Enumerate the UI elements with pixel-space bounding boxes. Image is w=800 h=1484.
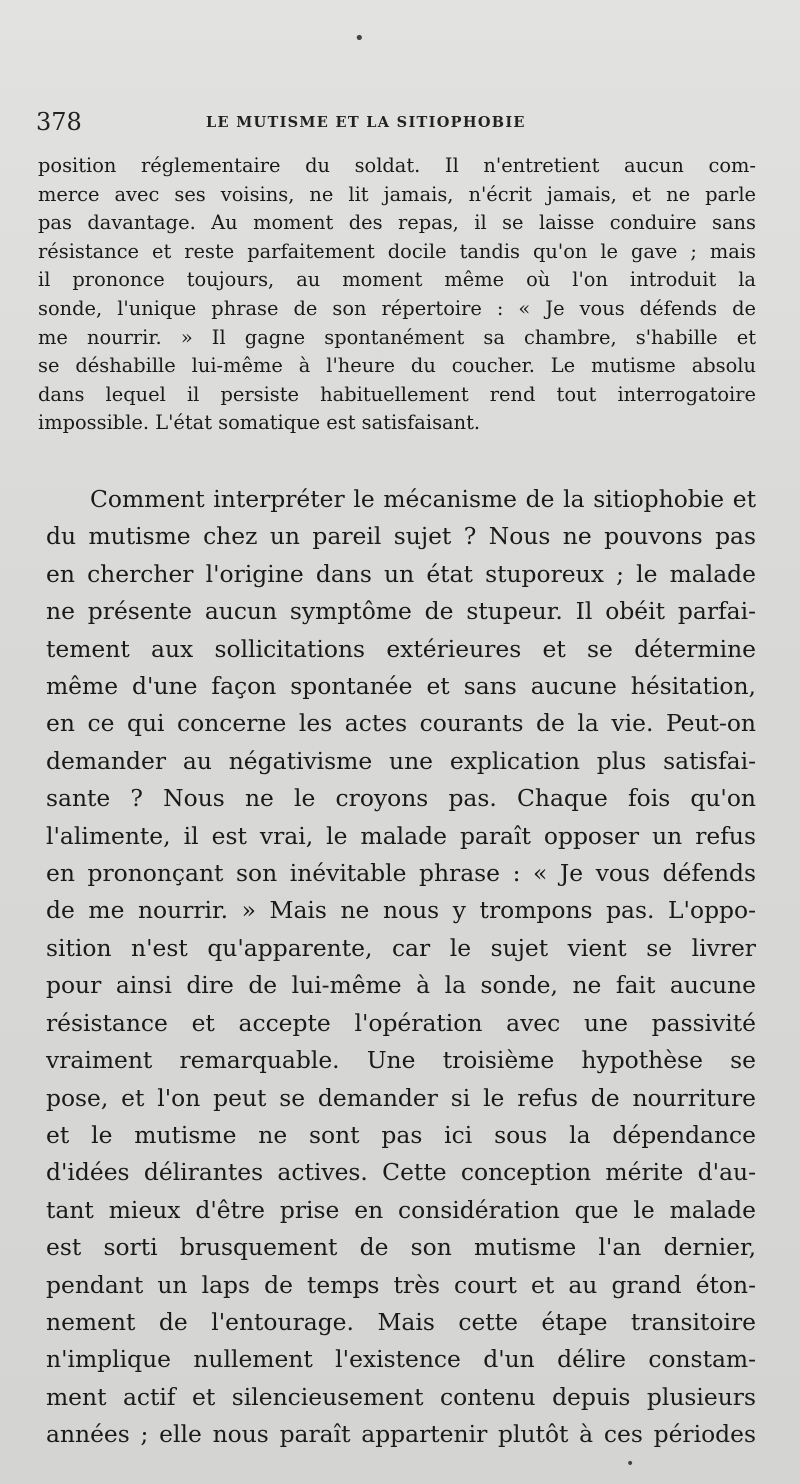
text-line: impossible. L'état somatique est satisfaisant.: [38, 411, 481, 435]
top-ink-speck: •: [354, 28, 365, 49]
text-line: ne présente aucun symptôme de stupeur. Il obéit parfai-: [46, 597, 756, 626]
text-line: vraiment remarquable. Une troisième hypothèse se: [46, 1046, 756, 1075]
text-line: pour ainsi dire de lui-même à la sonde, ne fait aucune: [46, 971, 756, 1000]
text-line: me nourrir. » Il gagne spontanément sa chambre, s'habille et: [38, 325, 756, 349]
text-line: merce avec ses voisins, ne lit jamais, n'écrit jamais, et ne parle: [38, 182, 756, 206]
text-line: du mutisme chez un pareil sujet ? Nous ne pouvons pas: [46, 522, 756, 551]
text-line: tement aux sollicitations extérieures et se détermine: [46, 634, 756, 663]
text-line: d'idées délirantes actives. Cette conception mérite d'au-: [46, 1158, 756, 1187]
text-line: résistance et accepte l'opération avec une passivité: [46, 1008, 756, 1037]
case-report-paragraph: [38, 152, 756, 438]
text-line: n'implique nullement l'existence d'un délire constam-: [46, 1345, 756, 1374]
running-title: LE MUTISME ET LA SITIOPHOBIE: [206, 114, 526, 131]
text-line: Comment interpréter le mécanisme de la sitiophobie et: [90, 485, 756, 513]
text-line: même d'une façon spontanée et sans aucune hésitation,: [46, 672, 756, 701]
text-line: de me nourrir. » Mais ne nous y trompons pas. L'oppo-: [46, 896, 756, 925]
text-line: dans lequel il persiste habituellement rend tout interrogatoire: [38, 382, 756, 406]
bottom-ink-speck: •: [626, 1456, 635, 1472]
text-line: années ; elle nous paraît appartenir plutôt à ces périodes: [46, 1420, 756, 1449]
text-line: résistance et reste parfaitement docile tandis qu'on le gave ; mais: [38, 239, 756, 263]
page-header: [36, 108, 760, 138]
discussion-paragraph: [46, 481, 756, 1454]
text-line: se déshabille lui-même à l'heure du coucher. Le mutisme absolu: [38, 354, 756, 378]
text-line: en prononçant son inévitable phrase : « Je vous défends: [46, 859, 756, 888]
text-line: l'alimente, il est vrai, le malade paraît opposer un refus: [46, 821, 756, 850]
text-line: nement de l'entourage. Mais cette étape transitoire: [46, 1307, 756, 1336]
text-line: en chercher l'origine dans un état stuporeux ; le malade: [46, 559, 756, 588]
text-line: pas davantage. Au moment des repas, il se laisse conduire sans: [38, 211, 756, 235]
text-line: tant mieux d'être prise en considération que le malade: [46, 1195, 756, 1224]
text-line: pendant un laps de temps très court et au grand éton-: [46, 1270, 756, 1299]
text-line: ment actif et silencieusement contenu depuis plusieurs: [46, 1382, 756, 1411]
page-number: 378: [36, 108, 82, 136]
text-line: il prononce toujours, au moment même où l'on introduit la: [38, 268, 756, 292]
text-line: pose, et l'on peut se demander si le refus de nourriture: [46, 1083, 756, 1112]
text-line: et le mutisme ne sont pas ici sous la dépendance: [46, 1120, 756, 1149]
text-line: position réglementaire du soldat. Il n'entretient aucun com-: [38, 154, 756, 177]
text-line: en ce qui concerne les actes courants de la vie. Peut-on: [46, 709, 756, 738]
text-line: sition n'est qu'apparente, car le sujet vient se livrer: [46, 933, 756, 962]
text-line: est sorti brusquement de son mutisme l'an dernier,: [46, 1233, 756, 1262]
text-line: sonde, l'unique phrase de son répertoire : « Je vous défends de: [38, 296, 756, 320]
text-line: sante ? Nous ne le croyons pas. Chaque fois qu'on: [46, 784, 756, 813]
text-line: demander au négativisme une explication plus satisfai-: [46, 746, 756, 775]
